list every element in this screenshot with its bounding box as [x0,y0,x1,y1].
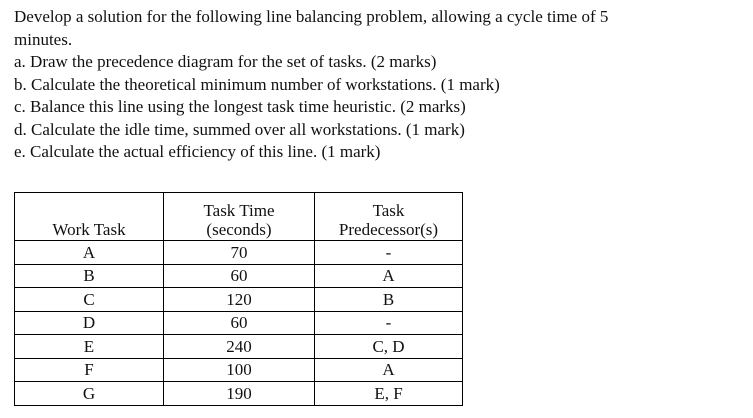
cell-time: 100 [164,358,315,382]
question-intro-line-2: minutes. [14,29,73,49]
cell-predecessor: - [315,311,463,335]
cell-time: 190 [164,382,315,406]
header-predecessors [315,193,463,241]
cell-predecessor: E, F [315,382,463,406]
header-task-time-line1: Task Time [203,201,275,220]
cell-time: 60 [164,264,315,288]
question-part-b: b. Calculate the theoretical minimum number of workstations. (1 mark) [14,74,500,94]
cell-time: 240 [164,335,315,359]
cell-time: 70 [164,241,315,265]
cell-task: C [15,288,164,312]
cell-predecessor: C, D [315,335,463,359]
cell-time: 120 [164,288,315,312]
question-intro-line-1: Develop a solution for the following line balancing problem, allowing a cycle time of 5 [14,7,609,26]
table-row [15,382,463,406]
cell-predecessor: A [315,264,463,288]
header-predecessors-line2: Predecessor(s) [338,220,439,239]
header-work-task [15,193,164,241]
task-table [14,192,463,406]
cell-task: A [15,241,164,265]
cell-predecessor: - [315,241,463,265]
question-part-d: d. Calculate the idle time, summed over all workstations. (1 mark) [14,119,465,139]
cell-task: G [15,382,164,406]
cell-predecessor: B [315,288,463,312]
question-part-e: e. Calculate the actual efficiency of this line. (1 mark) [14,142,381,161]
task-table-container [14,192,463,406]
table-row [15,358,463,382]
question-text [14,6,739,164]
cell-task: D [15,311,164,335]
table-row [15,241,463,265]
header-predecessors-line1: Task [372,201,405,220]
cell-task: E [15,335,164,359]
header-task-time-line2: (seconds) [206,220,272,239]
table-row [15,264,463,288]
header-task-time [164,193,315,241]
question-part-a: a. Draw the precedence diagram for the set of tasks. (2 marks) [14,52,437,71]
question-part-c: c. Balance this line using the longest task time heuristic. (2 marks) [14,97,466,116]
header-work-task-label: Work Task [52,220,126,239]
cell-task: B [15,264,164,288]
table-header-row [15,193,463,241]
cell-time: 60 [164,311,315,335]
cell-task: F [15,358,164,382]
table-row [15,335,463,359]
table-row [15,311,463,335]
table-row [15,288,463,312]
cell-predecessor: A [315,358,463,382]
